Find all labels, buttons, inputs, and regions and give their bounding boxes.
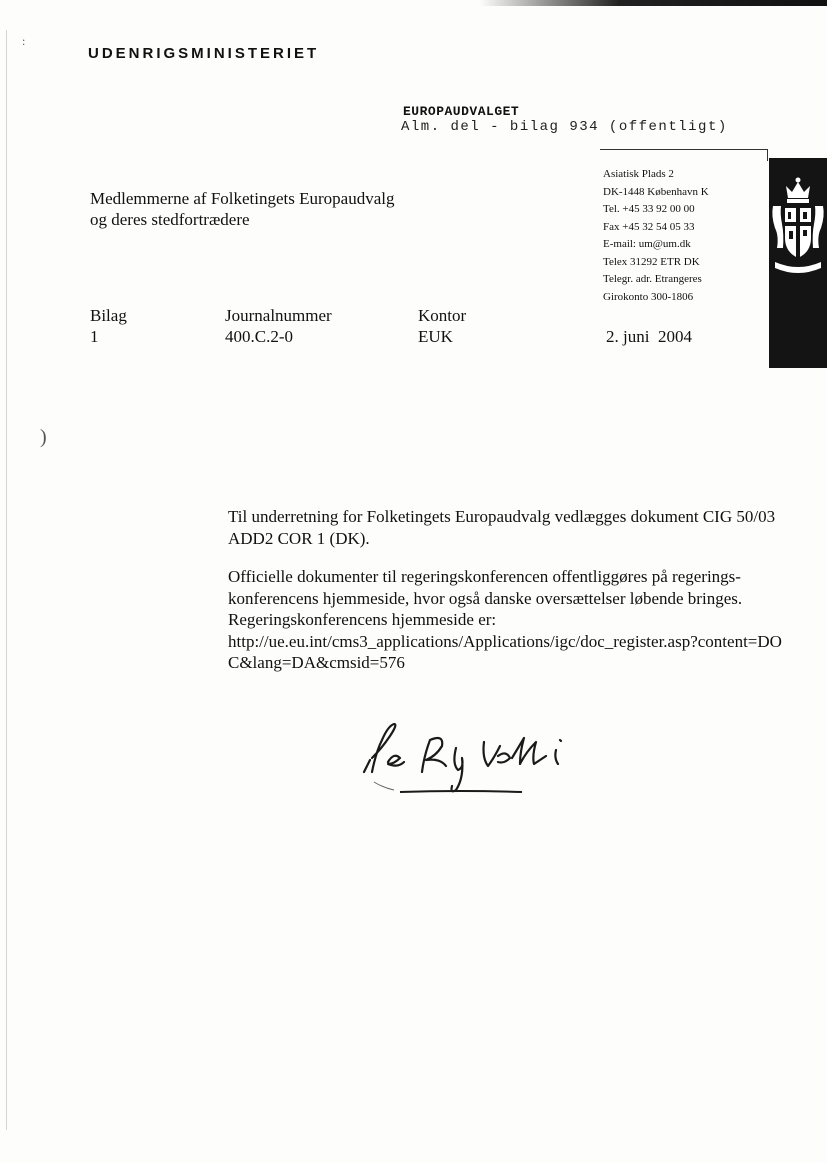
address-line: E-mail: um@um.dk (603, 238, 691, 250)
committee-stamp-title: EUROPAUDVALGET (403, 104, 520, 119)
office-label: Kontor (418, 306, 467, 325)
scan-mark: ) (40, 426, 47, 448)
address-line: DK-1448 København K (603, 185, 709, 198)
letter-body (228, 506, 788, 674)
address-line: Girokonto 300-1806 (603, 290, 694, 303)
address-rule (600, 149, 768, 150)
body-line: Officielle dokumenter til regeringskonferencen offentliggøres på regerings- (228, 567, 741, 586)
bilag-value: 1 (90, 327, 99, 346)
address-line: Tel. +45 33 92 00 00 (603, 203, 695, 215)
address-line: Asiatisk Plads 2 (603, 168, 674, 180)
recipient-line: Medlemmerne af Folketingets Europaudvalg (90, 189, 395, 208)
body-paragraph-1: Til underretning for Folketingets Europaudvalg vedlægges dokument CIG 50/03 ADD2 COR 1 (DK). (228, 507, 776, 548)
sender-address (603, 166, 709, 306)
homepage-url: http://ue.eu.int/cms3_applications/Applications/igc/doc_register.asp?content=DOC&lang=DA&cmsid=576 (228, 631, 782, 672)
recipient-block (90, 188, 395, 230)
address-line: Telex 31292 ETR DK (603, 255, 700, 268)
handwritten-signature (360, 712, 580, 807)
committee-stamp-reference: Alm. del - bilag 934 (offentligt) (401, 119, 728, 135)
ministry-name: UDENRIGSMINISTERIET (88, 45, 320, 62)
address-line: Fax +45 32 54 05 33 (603, 220, 695, 233)
emblem-bar (769, 158, 827, 368)
scan-edge (6, 30, 7, 1130)
journal-number-value: 400.C.2-0 (225, 327, 293, 346)
bilag-label: Bilag (90, 306, 127, 325)
body-paragraph-2 (228, 566, 788, 674)
scan-top-edge (480, 0, 827, 6)
coat-of-arms-icon (769, 176, 827, 296)
address-line: Telegr. adr. Etrangeres (603, 273, 702, 285)
recipient-line: og deres stedfortrædere (90, 210, 250, 229)
office-value: EUK (418, 327, 453, 346)
body-line: Regeringskonferencens hjemmeside er: (228, 610, 497, 629)
body-line: konferencens hjemmeside, hvor også danske oversættelser løbende bringes. (228, 588, 743, 608)
scan-mark: : (22, 34, 26, 48)
letter-date: 2. juni 2004 (606, 327, 692, 346)
address-rule-corner (767, 149, 768, 161)
journal-number-label: Journalnummer (225, 306, 332, 325)
